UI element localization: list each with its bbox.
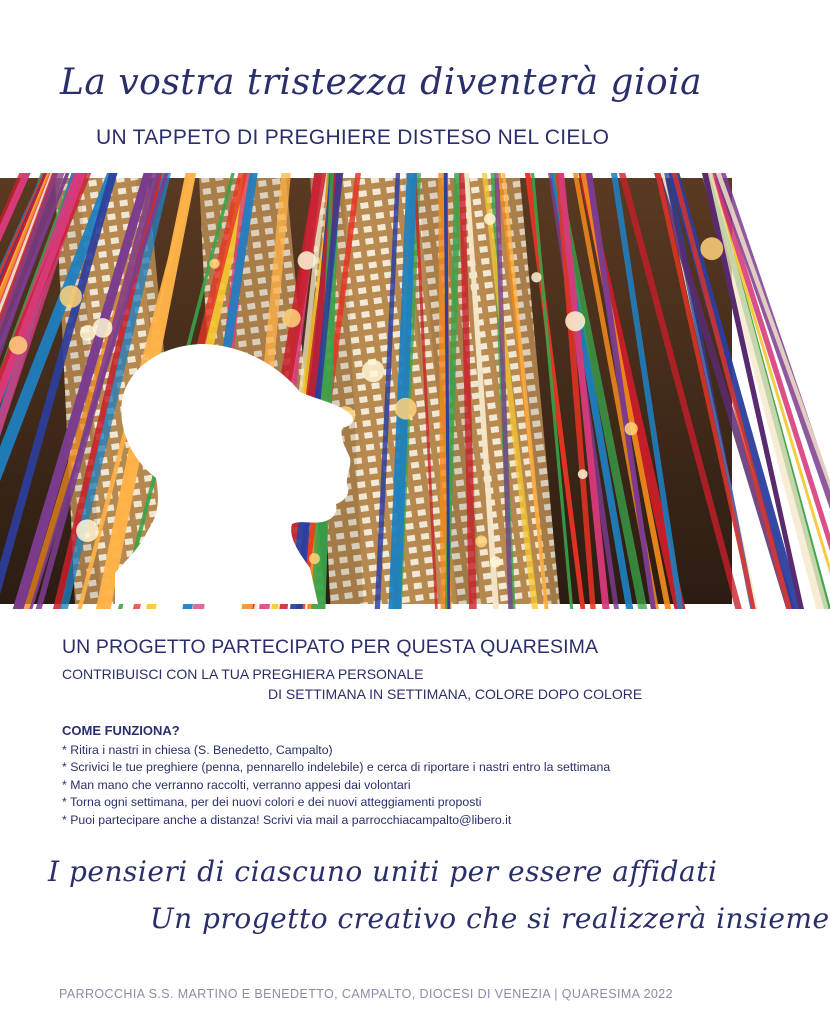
tagline-line-2: DI SETTIMANA IN SETTIMANA, COLORE DOPO COLORE: [268, 686, 643, 702]
how-it-works-steps: [62, 742, 610, 829]
tagline-line-1: CONTRIBUISCI CON LA TUA PREGHIERA PERSONALE: [62, 666, 424, 682]
step-item: * Ritira i nastri in chiesa (S. Benedetto, Campalto): [62, 743, 333, 757]
subheadline: UN TAPPETO DI PREGHIERE DISTESO NEL CIELO: [96, 126, 610, 149]
ribbons-photo: [0, 178, 732, 604]
headline: La vostra tristezza diventerà gioia: [60, 62, 703, 103]
how-it-works-title: COME FUNZIONA?: [62, 723, 180, 738]
step-item: * Puoi partecipare anche a distanza! Scrivi via mail a parrocchiacampalto@libero.it: [62, 812, 512, 827]
step-item: * Scrivici le tue preghiere (penna, pennarello indelebile) e cerca di riportare i nastri entro la settimana: [62, 760, 611, 775]
footer: PARROCCHIA S.S. MARTINO E BENEDETTO, CAMPALTO, DIOCESI DI VENEZIA | QUARESIMA 2022: [59, 987, 673, 1001]
closing-line-1: I pensieri di ciascuno uniti per essere affidati: [48, 855, 718, 888]
step-item: * Torna ogni settimana, per dei nuovi colori e dei nuovi atteggiamenti proposti: [62, 795, 482, 810]
step-item: * Man mano che verranno raccolti, verranno appesi dai volontari: [62, 777, 411, 792]
closing-line-2: Un progetto creativo che si realizzerà insieme: [150, 902, 830, 935]
project-title: UN PROGETTO PARTECIPATO PER QUESTA QUARESIMA: [62, 636, 599, 658]
hero-image: [0, 178, 732, 604]
